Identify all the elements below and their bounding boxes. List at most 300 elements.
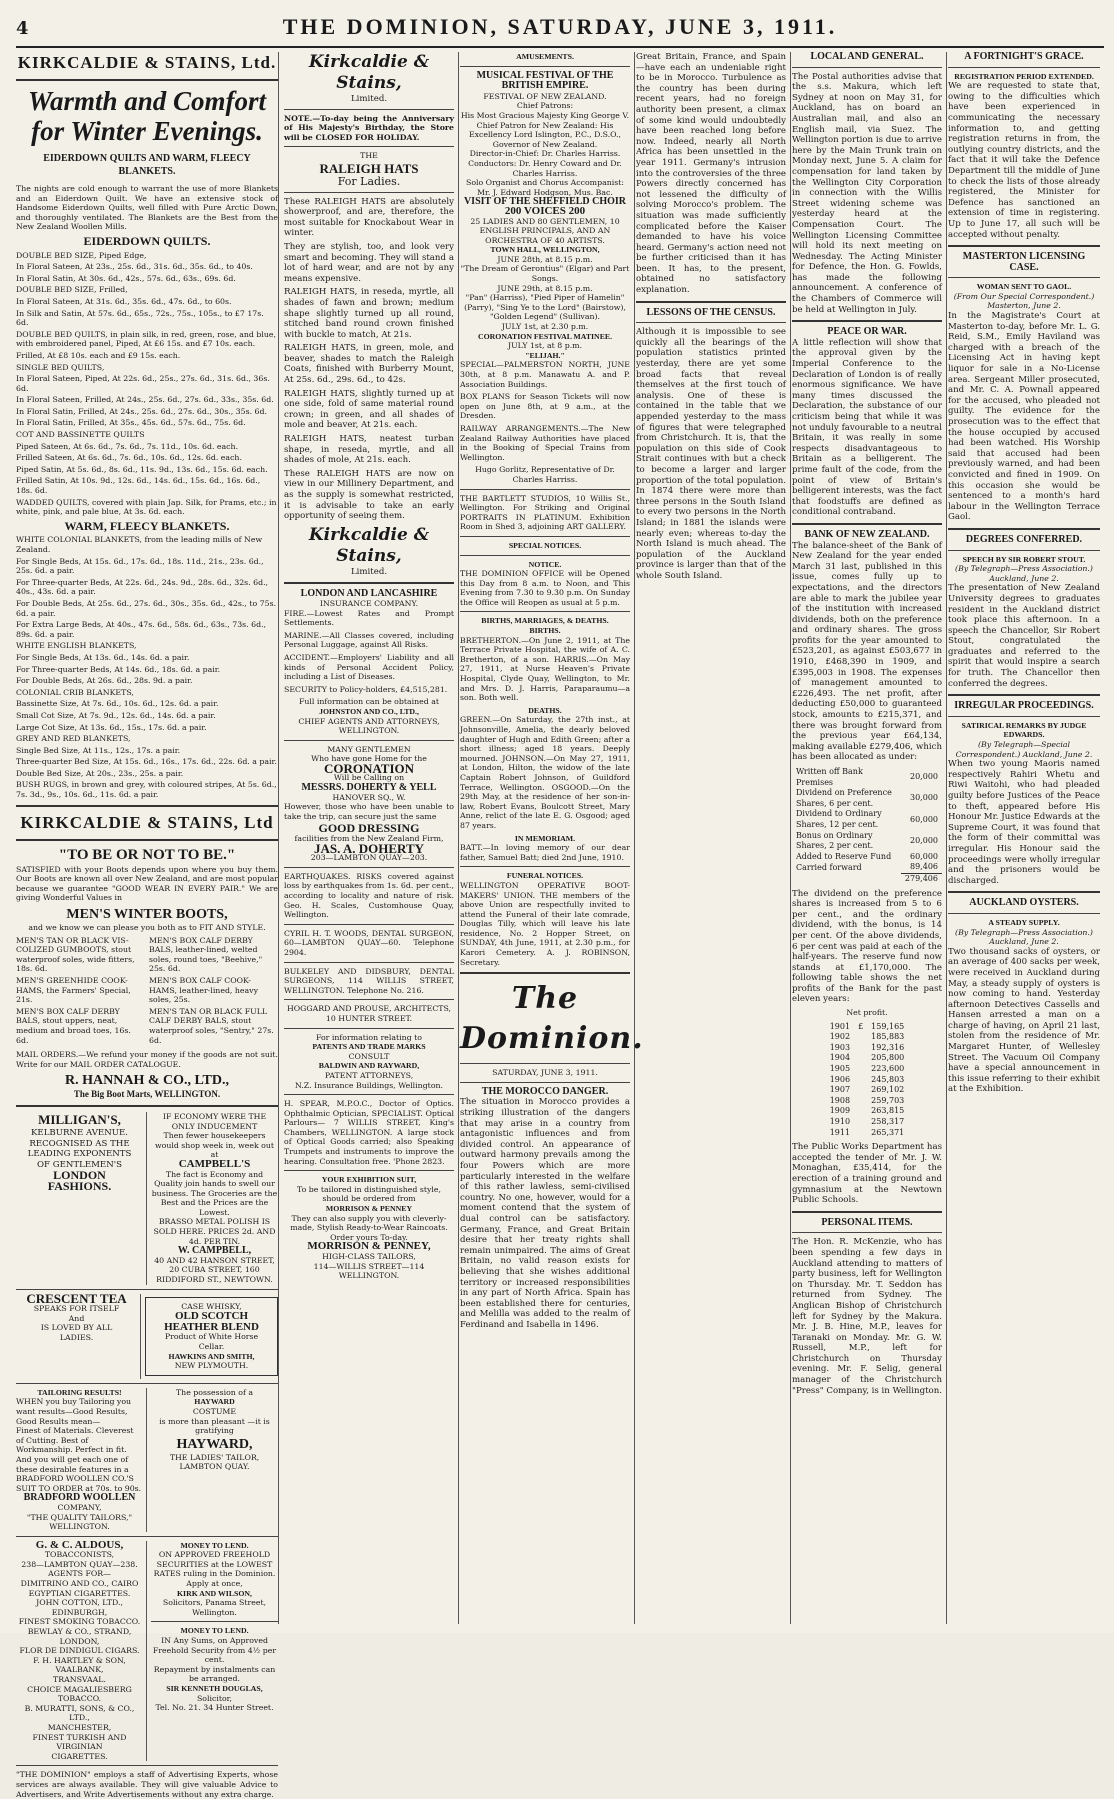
hannah-heading: R. HANNAH & CO., LTD.,: [65, 1073, 229, 1089]
boots-headline: "TO BE OR NOT TO BE.": [58, 846, 236, 863]
divider: [151, 1621, 278, 1622]
ad-line: LEADING EXPONENTS: [27, 1149, 132, 1160]
ad-line: RECOGNISED AS THE: [29, 1138, 130, 1149]
list-item: Large Cot Size, At 13s. 6d., 15s., 17s. 6d. a pair.: [16, 722, 207, 732]
bulkeley-ad: BULKELEY AND DIDSBURY, DENTAL SURGEONS, 114 WILLIS STREET, WELLINGTON. Telephone No. 216.: [284, 966, 454, 995]
ad-line: SPECIAL—PALMERSTON NORTH, JUNE 30th, at 8 p.m. Manawatu A. and P. Association Buildings.: [460, 360, 630, 389]
list-item: DOUBLE BED QUILTS, in plain silk, in red, green, rose, and blue, with embroidered panel, Piped, At £6 15s. and £7 10s. each.: [16, 329, 276, 349]
ad-line: JUNE 28th, at 8.15 p.m.: [497, 254, 593, 264]
divider: [460, 66, 630, 67]
ad-line: ACCIDENT.—Employers' Liability and all kinds of Personal Accident Policy, including a List of Diseases.: [284, 652, 454, 682]
divider: [792, 1211, 942, 1213]
divider: [460, 536, 630, 537]
brand-heading-2: KIRKCALDIE & STAINS, Ltd: [20, 812, 274, 832]
amusements-heading: AMUSEMENTS.: [516, 52, 574, 61]
bank-text: The balance-sheet of the Bank of New Zealand for the year ended March 31 last, published in this issue, comes fully up to expectations, and the directors are able to mark the jubilee year of the institution with increased dividends, both on the preference and ordinary shares. The gross profits for the year amounted to £523,201, as against £503,677 in 1910, £468,390 in 1909, and £395,003 in 1908. The expenses of management amounted to £226,493. The net profit, after deducting £50,000 to guaranteed stock, amounts to £215,371, and there was brought forward from the previous year £64,134, making available £279,406, which has been allocated as under:: [792, 540, 942, 763]
table-row: 1905 223,600: [829, 1064, 905, 1074]
list-item: BUSH RUGS, in brown and grey, with coloured stripes, At 5s. 6d., 7s. 3d., 9s., 10s. 6d., 11s. 6d. a pair.: [16, 780, 277, 800]
table-row: 279,406: [792, 873, 942, 884]
ad-line: CASE WHISKY,: [181, 1301, 242, 1311]
list-item: Double Bed Size, At 20s., 23s., 25s. a pair.: [16, 768, 184, 778]
ad-line: CORONATION: [323, 760, 415, 776]
ad-line: CAMPBELL'S: [178, 1157, 251, 1170]
ad-line: OF GENTLEMEN'S: [37, 1159, 122, 1170]
divider: [16, 1383, 278, 1384]
divider: [16, 1536, 278, 1537]
ad-line: 200 VOICES 200: [504, 204, 586, 217]
ad-line: The possession of a: [175, 1387, 253, 1397]
divider: [948, 245, 1100, 247]
ad-line: FINEST SMOKING TOBACCO.: [18, 1617, 141, 1627]
hayward-ad: [151, 1388, 278, 1532]
leader-text: The situation in Morocco provides a striking illustration of the dangers that may arise in a country from antagonistic influences and from divided control. An appearance of outward harmony prevails among the four Powers which are more particularly interested in the welfare of this rather lawless, semi-civilised country. No one, however, would for a moment contend that the system of dual control can be satisfactory. Germany, France, and Great Britain desire that her treaty rights shall remain unimpaired. The aims of Great Britain, no valid reason exists for believing that she wishes additional territory or increased responsibilities in any part of North Africa. Spain has been established there for centuries, and Melilla was added to the realm of Ferdinand and Isabella in 1496.: [460, 1097, 630, 1330]
ad-line: VISIT OF THE SHEFFIELD CHOIR: [463, 196, 627, 208]
bartlett-ad: THE BARTLETT STUDIOS, 10 Willis St., Wellington. For Striking and Original PORTRAITS IN PLATINUM. Exhibition Room in Shed 3, adjoining ART GALLERY.: [460, 493, 630, 532]
bank-text-2: The dividend on the preference shares is increased from 5 to 6 per cent., and the ordinary dividend, with the bonus, is 14 per cent. Of the above dividends, 6 per cent was paid at each of the half-years. The reserve fund now stands at £1,170,000. The following table shows the net profits of the Bank for the past eleven years:: [792, 888, 942, 1005]
ad-line: Then fewer housekeepers would shop week in, week out at: [154, 1131, 275, 1160]
peace-text: A little reflection will show that the approval given by the Imperial Conference to the Declaration of London is of really enormous significance. We have many times discussed the Declaration, the substance of our criticism being that while it was not unduly favourable to a neutral Britain, it was really in some respects disadvantageous to Britain as a belligerent. The prime fault of the code, from the point of view of Britain's belligerent interests, was the fact that foodstuffs are defined as conditional contraband.: [792, 337, 942, 518]
grace-heading: A FORTNIGHT'S GRACE.: [964, 51, 1084, 62]
divider: [460, 866, 630, 867]
ad-line: NEW PLYMOUTH.: [174, 1361, 249, 1371]
allocation-table: [792, 767, 942, 885]
boots-title: MEN'S WINTER BOOTS,: [66, 907, 228, 923]
ad-line: "The Dream of Gerontius" (Elgar) and Part Songs.: [460, 264, 630, 284]
ad-line: Will be Calling on: [333, 773, 405, 783]
grace-subheading: REGISTRATION PERIOD EXTENDED.: [954, 71, 1094, 81]
births-heading: BIRTHS.: [529, 626, 561, 636]
divider: [284, 146, 454, 147]
ad-line: CORONATION FESTIVAL MATINEE.: [477, 331, 613, 341]
divider: [948, 913, 1100, 914]
degrees-text: The presentation of New Zealand University degrees to graduates resident in the Auckland district took place this afternoon. In a speech the Chancellor, Sir Robert Stout, congratulated the graduates and referred to the spirit that would inspire a search for truth. The Chancellor then conferred the degrees.: [948, 583, 1100, 689]
ad-line: MORRISON & PENNEY,: [307, 1240, 431, 1253]
masthead: [16, 8, 1104, 48]
divider: [284, 962, 454, 963]
ad-line: FESTIVAL OF NEW ZEALAND.: [483, 91, 607, 101]
ad-line: Who have gone Home for the: [311, 754, 427, 764]
divider: [636, 301, 786, 303]
divider: [16, 79, 278, 81]
ad-line: MORRISON & PENNEY: [325, 1204, 413, 1214]
ad-line: BRASSO METAL POLISH IS SOLD HERE. PRICES 2d. AND 4d. PER TIN.: [153, 1217, 276, 1246]
ad-line: HAYWARD,: [176, 1436, 253, 1452]
list-item: WHITE COLONIAL BLANKETS, from the leading mills of New Zealand.: [16, 535, 263, 554]
festival-heading: MUSICAL FESTIVAL OF THE BRITISH EMPIRE.: [476, 69, 614, 92]
brand-heading-2: Kirkcaldie & Stains,: [308, 524, 430, 566]
column-fourth: [636, 52, 791, 1624]
divider: [948, 716, 1100, 717]
quilts-list: [16, 251, 278, 517]
ad-line: MANY GENTLEMEN: [327, 744, 411, 754]
hoggard-ad: HOGGARD AND PROUSE, ARCHITECTS, 10 HUNTER STREET.: [286, 1004, 452, 1023]
ad-line: AGENTS FOR—: [48, 1569, 111, 1579]
list-item: COLONIAL CRIB BLANKETS,: [16, 687, 134, 697]
ad-line: JUNE 29th, at 8.15 p.m.: [497, 283, 593, 293]
ad-line: HAYWARD: [194, 1397, 235, 1407]
divider: [948, 550, 1100, 551]
ad-line: LAMBTON QUAY.: [179, 1462, 250, 1472]
ad-line: 114—WILLIS STREET—114: [313, 1261, 425, 1271]
table-row: Written off Bank Premises 20,000: [796, 767, 938, 787]
divider: [948, 67, 1100, 68]
divider: [16, 1765, 278, 1766]
divider: [284, 999, 454, 1000]
list-item: MEN'S GREENHIDE COOK-HAMS, the Farmers' Special, 21s.: [16, 976, 131, 1005]
divider: [948, 277, 1100, 278]
boots-mail: MAIL ORDERS.—We refund your money if the goods are not suit. Write for our MAIL ORDER CATALOGUE.: [16, 1050, 278, 1069]
ad-line: JOHN COTTON, LTD., EDINBURGH,: [36, 1598, 123, 1617]
money-ads: [151, 1541, 278, 1762]
oysters-heading: AUCKLAND OYSTERS.: [969, 897, 1079, 909]
hannah-sub: The Big Boot Marts, WELLINGTON.: [73, 1089, 221, 1100]
hats-paragraph: RALEIGH HATS, slightly turned up at one side, fold of same material round crown; in green, and all shades of mole and beaver, At 21s. each.: [284, 388, 454, 431]
list-item: MEN'S BOX CALF COOK-HAMS, leather-lined, heavy soles, 25s.: [149, 976, 258, 1005]
ad-line: Tel. No. 21. 34 Hunter Street.: [155, 1703, 274, 1713]
ad-line: is more than pleasant —it is gratifying: [159, 1416, 270, 1436]
list-item: In Floral Satin, At 30s. 6d., 42s., 57s. 6d., 63s., 69s. 6d.: [16, 273, 236, 283]
list-item: MEN'S BOX CALF DERBY BALS, stout uppers, neat, medium and broad toes, 16s. 6d.: [16, 1006, 131, 1045]
ad-line: Product of White Horse Cellar.: [164, 1332, 259, 1351]
ad-line: "THE QUALITY TAILORS,": [26, 1512, 133, 1522]
ad-line: CONSULT: [348, 1051, 390, 1061]
ad-line: MESSRS. DOHERTY & YELL: [301, 782, 437, 794]
ad-line: LONDON: [53, 1168, 106, 1183]
quilts-subhead: EIDERDOWN QUILTS AND WARM, FLEECY BLANKETS.: [43, 153, 251, 177]
ad-line: SIR KENNETH DOUGLAS,: [166, 1684, 263, 1693]
ad-line: Solicitors, Panama Street, Wellington.: [162, 1598, 267, 1617]
list-item: SINGLE BED QUILTS,: [16, 362, 105, 372]
quilts-heading: EIDERDOWN QUILTS.: [83, 233, 211, 248]
divider: [284, 740, 454, 741]
ad-line: And: [68, 1313, 85, 1323]
local-heading: LOCAL AND GENERAL.: [810, 51, 924, 62]
boots-left: [16, 936, 145, 1048]
table-row: 1904 205,800: [829, 1053, 905, 1063]
boots-grid: [16, 936, 278, 1048]
table-row: Dividend on Preference Shares, 6 per cent. 30,000: [796, 788, 938, 808]
hats-subheading: For Ladies.: [337, 174, 401, 188]
list-item: WADDED QUILTS, covered with plain Jap. Silk, for Prams, etc.; in white, pink, and pale blue, At 3s. 6d. each.: [16, 497, 277, 517]
personal-heading: PERSONAL ITEMS.: [821, 1216, 913, 1228]
personal-text: The Hon. R. McKenzie, who has been spending a few days in Auckland attending to matters of party business, left for Wellington on Thursday. Mr. T. Seddon has returned from Sydney. The Anglican Bishop of Christchurch left for Sydney by the Makura. Mr. J. B. Hine, M.P., leaves for Taranaki on Monday. Mr. G. W. Russell, M.P., left for Christchurch on Thursday evening. Mr. F. Selig, general manager of the Christchurch "Press" Company, is in Wellington.: [792, 1237, 942, 1396]
list-item: WHITE ENGLISH BLANKETS,: [16, 641, 137, 651]
divider: [948, 891, 1100, 893]
ad-line: B. MURATTI, SONS, & CO., LTD.,: [24, 1703, 135, 1723]
degrees-heading: DEGREES CONFERRED.: [965, 533, 1083, 545]
list-item: In Floral Sateen, At 23s., 25s. 6d., 31s. 6d., 35s. 6d., to 40s.: [16, 262, 253, 272]
ad-line: COMPANY,: [57, 1502, 102, 1512]
ad-line: LONDON AND LANCASHIRE: [300, 588, 438, 600]
ad-line: CHIEF AGENTS AND ATTORNEYS, WELLINGTON.: [298, 716, 440, 736]
ad-line: To be tailored in distinguished style, should be ordered from: [297, 1184, 441, 1204]
list-item: In Floral Satin, Frilled, At 35s., 45s. 6d., 57s. 6d., 75s. 6d.: [16, 418, 246, 428]
ad-line: "Pan" (Harriss), "Pied Piper of Hamelin" (Parry), "Sing Ye to the Lord" (Bairstow), "Golden Legend" (Sullivan).: [464, 293, 626, 322]
list-item: Frilled Sateen, At 6s. 6d., 7s. 6d., 10s. 6d., 12s. 6d. each.: [16, 453, 242, 463]
deaths-heading: DEATHS.: [528, 705, 562, 715]
notice-heading: NOTICE.: [528, 559, 562, 569]
boots-subtitle: and we know we can please you both as to FIT AND STYLE.: [28, 923, 266, 933]
ad-line: IF ECONOMY WERE THE ONLY INDUCEMENT: [162, 1111, 267, 1131]
ad-line: Solo Organist and Chorus Accompanist: Mr. J. Edward Hodgson, Mus. Bac.: [465, 178, 624, 197]
oysters-text: Two thousand sacks of oysters, or an average of 400 sacks per week, were received in Auckland during May, a steady supply of oysters is now coming to hand. Yesterday afternoon Detectives Cassells and Hansen arrested a man on a charge of having, on April 21 last, stolen from the residence of Mr. Margaret Hunter, of Wellesley Street. The Vacuum Oil Company have a special announcement in this issue referring to their exhibit at the Exhibition.: [948, 946, 1100, 1095]
patents-ad: [284, 1033, 454, 1091]
funeral-text: WELLINGTON OPERATIVE BOOT-MAKERS' UNION. THE members of the above Union are respectfully invited to attend the Funeral of their late comrade, Douglas Tilly, which will leave his late residence, No. 2 Hopper Street, on SUNDAY, 4th June, 1911, at 2.30 p.m., for Karori Cemetery. A. J. ROBINSON, Secretary.: [460, 880, 630, 967]
ad-line: FIRE.—Lowest Rates and Prompt Settlements.: [284, 608, 454, 628]
page-number: 4: [16, 18, 29, 39]
table-row: Carried forward 89,406: [796, 862, 938, 872]
masterton-heading: MASTERTON LICENSING CASE.: [962, 251, 1086, 273]
ad-line: And you will get each one of these desirable features in a BRADFORD WOOLLEN CO.'S SUIT TO ORDER at 70s. to 90s.: [16, 1454, 142, 1493]
hats-paragraph: RALEIGH HATS, in green, mole, and beaver, shades to match the Raleigh Coats, finished with Burberry Mount, At 25s. 6d., 29s. 6d., to 42s.: [284, 343, 454, 386]
births-text: BRETHERTON.—On June 2, 1911, at The Terrace Private Hospital, the wife of A. C. Bretherton, of a son. HARRIS.—On May 27, 1911, at Nurse Heaven's Private Hospital, Clyde Quay, Wellington, to Mr. and Mrs. D. J. Harris, Paraparaumu—a son. Both well.: [460, 635, 630, 703]
oysters-dateline: (By Telegraph—Press Association.) Auckland, June 2.: [955, 927, 1093, 947]
column-fifth: [792, 52, 947, 1624]
bmd-heading: BIRTHS, MARRIAGES, & DEATHS.: [481, 616, 609, 626]
divider: [636, 322, 786, 323]
divider: [460, 489, 630, 490]
winter-headline: Warmth and Comfort for Winter Evenings.: [27, 86, 267, 146]
list-item: Single Bed Size, At 11s., 12s., 17s. a pair.: [16, 745, 181, 755]
divider: [460, 1063, 630, 1064]
ad-line: TAILORING RESULTS!: [37, 1387, 122, 1397]
table-row: 1902 185,883: [829, 1032, 905, 1042]
irregular-dateline: (By Telegraph—Special Correspondent.) Auckland, June 2.: [955, 740, 1093, 759]
divider: [792, 320, 942, 322]
list-item: In Floral Sateen, Piped, At 22s. 6d., 25s., 27s. 6d., 31s. 6d., 36s. 6d.: [16, 374, 270, 393]
ad-line: PATENTS AND TRADE MARKS: [312, 1042, 426, 1052]
ad-line: INSURANCE COMPANY.: [319, 598, 419, 608]
hats-paragraph: These RALEIGH HATS are absolutely showerproof, and are, therefore, the most suitable for Knockabout Wear in winter.: [284, 196, 454, 239]
irregular-text: When two young Maoris named respectively Rahiri Whetu and Riwi Waitohi, who had pleaded guilty before Justices of the Peace to theft, appeared before His Honour Mr. Justice Edwards at the Supreme Court, it was found that the form of their committal was irregular. His Honour said the proceedings were wholly irregular and the prisoners would be discharged.: [948, 759, 1100, 886]
ad-line: JOHNSTON AND CO., LTD.,: [319, 706, 419, 716]
list-item: COT AND BASSINETTE QUILTS: [16, 430, 145, 440]
divider: [16, 839, 278, 841]
table-row: Added to Reserve Fund 60,000: [796, 851, 938, 861]
divider: [284, 582, 454, 584]
divider: [16, 805, 278, 807]
ad-line: HIGH-CLASS TAILORS,: [322, 1252, 416, 1261]
list-item: In Floral Satin, Frilled, At 24s., 25s. 6d., 27s. 6d., 30s., 35s. 6d.: [16, 406, 267, 416]
list-item: For Double Beds, At 25s. 6d., 27s. 6d., 30s., 35s. 6d., 42s., to 75s. 6d. a pair.: [16, 598, 277, 618]
ad-line: However, those who have been unable to take the trip, can secure just the same: [284, 802, 454, 821]
small-ads-row: [16, 1290, 278, 1379]
table-row: 1901 £ 159,165: [829, 1021, 905, 1031]
list-item: Piped Satin, At 5s. 6d., 8s. 6d., 11s. 9d., 13s. 6d., 15s. 6d. each.: [16, 464, 268, 474]
ad-line: Finest of Materials. Cleverest of Cutting. Best of Workmanship. Perfect in fit.: [16, 1426, 134, 1455]
ad-line: TOBACCONISTS,: [44, 1550, 115, 1560]
ad-line: PATENT ATTORNEYS,: [324, 1070, 414, 1080]
ad-line: G. & C. ALDOUS,: [35, 1538, 124, 1551]
ad-line: FASHIONS.: [47, 1178, 112, 1193]
festival-listing: [460, 92, 630, 485]
list-item: For Single Beds, At 15s. 6d., 17s. 6d., 18s. 11d., 21s., 23s. 6d., 25s. 6d. a pair.: [16, 556, 264, 576]
ad-line: MARINE.—All Classes covered, including Personal Luggage, against All Risks.: [284, 630, 454, 650]
ad-line: F. H. HARTLEY & SON, VAALBANK,: [33, 1655, 126, 1675]
ad-line: MONEY TO LEND.: [180, 1540, 249, 1550]
crescent-ad: [16, 1290, 141, 1379]
ad-line: facilities from the New Zealand Firm,: [294, 834, 444, 844]
census-text: Although it is impossible to see quickly all the bearings of the population statistics printed yesterday, there are yet some broad facts that reveal themselves at the first touch of analysis. One of these is contained in the table that we appended yesterday to the mass of figures that were telegraphed from Christchurch. It is, that the population on this side of Cook Strait continues with but a check to become a larger and larger proportion of the total population. In 1874 there were more than three persons in the South Island to every two persons in the North Island; in 1881 the islands were nearly even; whereas to-day the North Island is much ahead. The population of the Auckland province is larger than that of the whole South Island.: [636, 327, 786, 581]
ad-line: FINEST TURKISH AND VIRGINIAN: [32, 1732, 127, 1752]
list-item: MEN'S BOX CALF DERBY BALS, leather-lined, welted soles, round toes, "Beehive," 25s. 6d.: [149, 935, 263, 974]
profits-heading: Net profit.: [846, 1008, 888, 1018]
table-row: 1909 263,815: [829, 1106, 905, 1116]
brand-limited-2: Limited.: [350, 566, 388, 577]
table-row: Bonus on Ordinary Shares, 2 per cent. 20,000: [796, 830, 938, 851]
woods-ad: CYRIL H. T. WOODS, DENTAL SURGEON, 60—LAMBTON QUAY—60. Telephone 2904.: [284, 928, 454, 957]
ad-line: 40 AND 42 HANSON STREET, 20 CUBA STREET, 160 RIDDIFORD ST., NEWTOWN.: [154, 1255, 275, 1285]
ad-line: 25 LADIES AND 80 GENTLEMEN, 10 ENGLISH PRINCIPALS, AND AN ORCHESTRA OF 40 ARTISTS.: [470, 216, 620, 245]
ad-line: TOWN HALL, WELLINGTON,: [490, 245, 600, 255]
ad-line: Full information can be obtained at: [298, 697, 440, 707]
quilts-intro: The nights are cold enough to warrant the use of more Blankets and an Eiderdown Quilt. We have an extensive stock of Handsome Eiderdown Quilts, well filled with Pure Arctic Down, and thoroughly ventilated. The Blankets are the Best from the New Zealand Woollen Mills.: [16, 184, 278, 232]
notice-text: THE DOMINION OFFICE will be Opened this Day from 8 a.m. to Noon, and This Evening from 7.30 to 9.30 p.m. On Sunday the Office will Reopen as usual at 5 p.m.: [460, 569, 630, 607]
whisky-ad: [145, 1297, 278, 1376]
brand-limited: Limited.: [350, 94, 388, 104]
list-item: For Three-quarter Beds, At 14s. 6d., 18s. 6d. a pair.: [16, 664, 221, 674]
masterton-subheading: WOMAN SENT TO GAOL.: [976, 282, 1072, 292]
coronation-ad: [284, 745, 454, 863]
ad-line: N.Z. Insurance Buildings, Wellington.: [294, 1080, 444, 1090]
list-item: In Floral Sateen, At 31s. 6d., 35s. 6d., 47s. 6d., to 60s.: [16, 296, 232, 306]
memoriam-text: BATT.—In loving memory of our dear father, Samuel Batt; died 2nd June, 1910.: [460, 843, 630, 862]
masterton-dateline: (From Our Special Correspondent.) Masterton, June 2.: [953, 291, 1095, 311]
tailoring-ad: [16, 1388, 147, 1532]
list-item: Frilled Satin, At 10s. 9d., 12s. 6d., 14s. 6d., 15s. 6d., 16s. 6d., 18s. 6d.: [16, 476, 261, 496]
ad-line: SECURITY to Policy-holders, £4,515,281.: [284, 684, 448, 694]
list-item: For Extra Large Beds, At 40s., 47s. 6d., 58s. 6d., 63s., 73s. 6d., 89s. 6d. a pair.: [16, 620, 267, 639]
census-heading: LESSONS OF THE CENSUS.: [646, 306, 776, 318]
ad-line: THE LADIES' TAILOR,: [169, 1452, 260, 1462]
divider: [284, 1028, 454, 1029]
ad-line: OLD SCOTCH: [174, 1310, 249, 1323]
milligan-ad: [16, 1112, 147, 1285]
earthquakes-ad: EARTHQUAKES. RISKS covered against loss by earthquakes from 1s. 6d. per cent., according to locality and nature of risk. Geo. H. Scales, Customhouse Quay, Wellington.: [284, 871, 454, 920]
ad-line: Chief Patron for New Zealand: His Excellency Lord Islington, P.C., D.S.O., Governor of New Zealand.: [468, 120, 622, 149]
divider: [792, 523, 942, 525]
bank-text-3: The Public Works Department has accepted the tender of Mr. J. W. Monaghan, £35,414, for the erection of a training ground and gymnasium at the Newtown Public Schools.: [792, 1142, 942, 1206]
ad-line: CRESCENT TEA: [26, 1290, 127, 1306]
ad-line: JULY 1st, at 8 p.m.: [507, 341, 583, 351]
ad-line: EGYPTIAN CIGARETTES.: [28, 1588, 131, 1598]
ad-line: Director-in-Chief: Dr. Charles Harriss.: [469, 149, 621, 159]
ad-line: KIRK AND WILSON,: [176, 1588, 253, 1598]
list-item: MEN'S TAN OR BLACK FULL CALF DERBY BALS, stout waterproof soles, "Sentry," 27s. 6d.: [149, 1006, 274, 1045]
hats-paragraph: RALEIGH HATS, in reseda, myrtle, all shades of fawn and brown; medium shape slightly turned up all round, stitched band round crown finished with buckle to match, At 21s.: [284, 287, 454, 340]
table-row: Dividend to Ordinary Shares, 12 per cent. 60,000: [796, 809, 938, 829]
divider: [792, 1232, 942, 1233]
small-ads-row: [16, 1388, 278, 1532]
ad-line: BOX PLANS for Season Tickets will now open on June 8th, at 9 a.m., at the Dresden.: [460, 392, 630, 421]
ad-line: Solicitor,: [196, 1693, 233, 1703]
list-item: Frilled, At £8 10s. each and £9 15s. each.: [16, 350, 181, 360]
ad-line: IS LOVED BY ALL: [40, 1323, 113, 1333]
ad-line: 203—LAMBTON QUAY—203.: [310, 853, 428, 863]
campbell-ad: [151, 1112, 278, 1285]
ad-line: Repayment by instalments can be arranged.: [153, 1664, 276, 1684]
ad-line: IN Any Sums, on Approved Freehold Security from 4½ per cent.: [152, 1636, 277, 1665]
ad-line: FLOR DE DINDIGUL CIGARS.: [19, 1646, 140, 1656]
boots-intro: SATISFIED with your Boots depends upon where you buy them. Our Boots are known all over New Zealand, and are most popular because we guarantee "GOOD WEAR IN EVERY PAIR." We are giving Wonderful Values in: [16, 864, 278, 903]
editorial-date: SATURDAY, JUNE 3, 1911.: [492, 1068, 598, 1078]
ad-line: BALDWIN AND RAYWARD,: [318, 1061, 420, 1071]
column-third: [460, 52, 644, 1624]
profits-table: [826, 1022, 909, 1139]
ad-line: WELLINGTON.: [338, 1271, 400, 1281]
memoriam-heading: IN MEMORIAM.: [514, 833, 576, 843]
ad-line: For information relating to: [316, 1032, 422, 1042]
peace-heading: PEACE OR WAR.: [827, 326, 907, 338]
list-item: Bassinette Size, At 7s. 6d., 10s. 6d., 12s. 6d. a pair.: [16, 699, 219, 709]
ad-line: WELLINGTON.: [49, 1522, 110, 1532]
divider: [284, 192, 454, 193]
ad-line: WHEN you buy Tailoring you want results—Good Results, Good Results mean—: [16, 1397, 132, 1426]
table-row: 1907 269,102: [829, 1085, 905, 1095]
ad-line: 238—LAMBTON QUAY—238.: [21, 1559, 138, 1569]
list-item: Three-quarter Bed Size, At 15s. 6d., 16s., 17s. 6d., 22s. 6d. a pair.: [16, 757, 277, 767]
ad-line: SPEAKS FOR ITSELF: [33, 1304, 120, 1314]
irregular-heading: IRREGULAR PROCEEDINGS.: [954, 700, 1094, 712]
ad-line: W. CAMPBELL,: [177, 1245, 252, 1257]
ad-line: JULY 1st, at 2.30 p.m.: [501, 322, 589, 332]
ad-line: The fact is Economy and Quality join hands to swell our business. The Groceries are the Best and the Prices are the Lowest.: [151, 1169, 278, 1217]
ad-line: CIGARETTES.: [51, 1751, 108, 1761]
aldous-ad: [16, 1538, 147, 1762]
hats-the: THE: [360, 151, 378, 161]
oysters-subheading: A STEADY SUPPLY.: [988, 917, 1060, 927]
degrees-subheading: SPEECH BY SIR ROBERT STOUT.: [962, 554, 1086, 564]
spear-ad: H. SPEAR, M.P.O.C., Doctor of Optics. Ophthalmic Optician, SPECIALIST. Optical Parlours— 7 WILLIS STREET, King's Chambers, WELLINGTON. A large stock of Optical Goods carried; also Speaking Trumpets and instruments to improve the hearing. Consultation free. 'Phone 2823.: [284, 1099, 454, 1166]
column-sixth: [948, 52, 1100, 1624]
ad-line: ON APPROVED FREEHOLD SECURITIES at the LOWEST RATES ruling in the Dominion. Apply at once,: [153, 1550, 276, 1589]
leader-heading: THE MOROCCO DANGER.: [481, 1085, 609, 1097]
divider: [284, 109, 454, 110]
list-item: GREY AND RED BLANKETS,: [16, 734, 131, 744]
hats-heading: RALEIGH HATS: [319, 160, 419, 176]
divider: [284, 924, 454, 925]
divider: [792, 67, 942, 68]
column-second: [284, 52, 459, 1624]
ad-line: GOOD DRESSING: [318, 821, 420, 836]
ad-line: YOUR EXHIBITION SUIT,: [321, 1175, 417, 1185]
boots-right: [149, 936, 278, 1048]
list-item: In Silk and Satin, At 57s. 6d., 65s., 72s., 75s., 105s., to £7 17s. 6d.: [16, 308, 264, 328]
special-notices-heading: SPECIAL NOTICES.: [508, 540, 582, 550]
divider: [948, 528, 1100, 530]
degrees-dateline: (By Telegraph—Press Association.) Auckland, June 2.: [955, 564, 1093, 583]
ad-line: BEWLAY & CO., STRAND, LONDON,: [27, 1627, 132, 1646]
ad-line: LADIES.: [59, 1333, 94, 1342]
divider: [460, 555, 630, 556]
small-ads-row: [16, 1538, 278, 1762]
list-item: Small Cot Size, At 7s. 9d., 12s. 6d., 14s. 6d. a pair.: [16, 710, 216, 720]
blankets-heading: WARM, FLEECY BLANKETS.: [64, 518, 230, 533]
column-left-adverts: [16, 52, 279, 1799]
ad-line: CHOICE MAGALIESBERG TOBACCO.: [27, 1684, 132, 1704]
divider: [460, 1082, 630, 1083]
ad-line: Chief Patrons:: [516, 101, 574, 111]
ad-line: HANOVER SQ., W.: [332, 792, 406, 802]
ad-line: HAWKINS AND SMITH,: [168, 1351, 255, 1361]
grace-text: We are requested to state that, owing to the difficulties which have been experienced in communicating the necessary information to, and getting registration returns in from, the outlying country districts, and the fact that it will take the Defence Department till the middle of June to check the lists of those already registered, the Minister for Defence has sanctioned an extension of time in registering. Up to June 17, all such will be accepted without penalty.: [948, 81, 1100, 240]
list-item: For Single Beds, At 13s. 6d., 14s. 6d. a pair.: [16, 652, 190, 662]
holiday-notice: NOTE.—To-day being the Anniversary of His Majesty's Birthday, the Store will be CLOSED FOR HOLIDAY.: [284, 113, 454, 142]
list-item: DOUBLE BED SIZE, Piped Edge,: [16, 250, 147, 260]
list-item: For Three-quarter Beds, At 22s. 6d., 24s. 9d., 28s. 6d., 32s. 6d., 40s., 43s. 6d. a pair.: [16, 577, 269, 597]
table-row: 1908 259,703: [829, 1095, 905, 1105]
brand-heading: Kirkcaldie & Stains,: [308, 52, 430, 93]
